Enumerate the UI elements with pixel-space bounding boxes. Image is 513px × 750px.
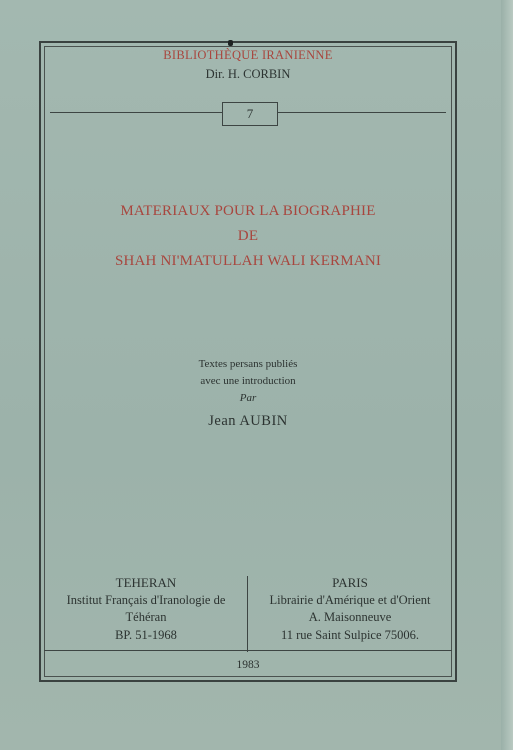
publisher-paris-city: PARIS <box>332 575 368 590</box>
publisher-paris-line-3: 11 rue Saint Sulpice 75006. <box>280 627 420 642</box>
ink-mark <box>228 40 233 46</box>
page-edge <box>501 0 513 750</box>
publication-year: 1983 <box>236 659 260 671</box>
title-line-1: MATERIAUX POUR LA BIOGRAPHIE <box>120 203 376 219</box>
intro-line-1: Textes persans publiés <box>198 358 298 370</box>
publisher-teheran-city: TEHERAN <box>115 575 177 590</box>
title-line-3: SHAH NI'MATULLAH WALI KERMANI <box>114 253 382 269</box>
publisher-teheran-line-1: Institut Français d'Iranologie de <box>66 592 226 607</box>
series-director: Dir. H. CORBIN <box>205 67 291 81</box>
title-line-2: DE <box>237 228 259 244</box>
footer-rule <box>44 650 452 651</box>
author-name: Jean AUBIN <box>208 413 288 429</box>
series-number: 7 <box>222 102 278 126</box>
intro-line-2: avec une introduction <box>200 375 296 387</box>
publisher-teheran-line-2: Téhéran <box>125 610 167 624</box>
publisher-paris-line-1: Librairie d'Amérique et d'Orient <box>269 592 431 607</box>
intro-line-3: Par <box>239 392 257 404</box>
series-rule-right <box>278 112 446 113</box>
series-rule-left <box>50 112 222 113</box>
series-name: BIBLIOTHÈQUE IRANIENNE <box>163 48 333 62</box>
publisher-divider <box>247 576 248 652</box>
publisher-teheran-line-3: BP. 51-1968 <box>115 627 177 642</box>
publisher-paris <box>250 574 450 644</box>
publisher-teheran <box>48 574 244 644</box>
publisher-paris-line-2: A. Maisonneuve <box>308 610 392 624</box>
